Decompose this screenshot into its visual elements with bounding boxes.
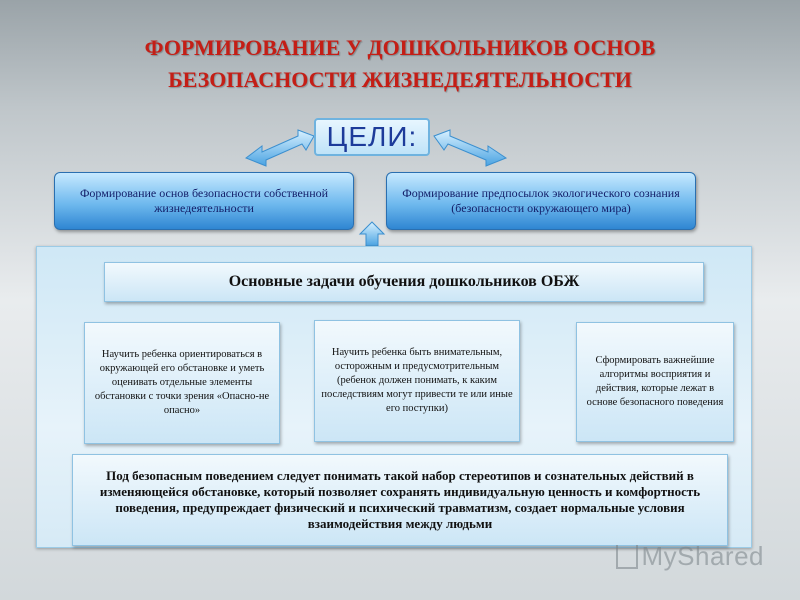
goal-text-1: Формирование основ безопасности собственной жизнедеятельности [79, 186, 329, 215]
bar-chart-icon [616, 545, 638, 569]
goals-label: ЦЕЛИ: [326, 121, 418, 152]
definition-text: Под безопасным поведением следует понимать такой набор стереотипов и сознательных действий в изменяющейся обстановке, который позволяет сохранять индивидуальную ценность и комфортность поведения, предупреждает физический и психический травматизм, создает нормальные условия взаимодействия между людьми [99, 468, 701, 531]
task-box-3 [576, 322, 734, 442]
watermark-text: MyShared [641, 541, 764, 571]
title-line-1: ФОРМИРОВАНИЕ У ДОШКОЛЬНИКОВ ОСНОВ [144, 35, 656, 60]
watermark [616, 541, 765, 572]
goals-label-box [314, 118, 430, 156]
tasks-title-box [104, 262, 704, 302]
tasks-title: Основные задачи обучения дошкольников ОБЖ [228, 273, 580, 290]
title-line-2: БЕЗОПАСНОСТИ ЖИЗНЕДЕЯТЕЛЬНОСТИ [168, 67, 632, 92]
task-text-2: Научить ребенка быть внимательным, осторожным и предусмотрительным (ребенок должен понимать, к каким последствиям могут привести те или иные его поступки) [321, 347, 513, 414]
task-text-1: Научить ребенка ориентироваться в окружающей его обстановке и уметь оценивать отдельные элементы обстановки с точки зрения «Опасно-не опасно» [94, 349, 270, 416]
left-double-arrow [246, 130, 314, 166]
goal-box-1 [54, 172, 354, 230]
goal-box-2 [386, 172, 696, 230]
task-text-3: Сформировать важнейшие алгоритмы восприятия и действия, которые лежат в основе безопасного поведения [586, 355, 724, 408]
task-box-1 [84, 322, 280, 444]
right-double-arrow [434, 130, 506, 166]
up-arrow [360, 222, 384, 246]
goal-text-2: Формирование предпосылок экологического сознания (безопасности окружающего мира) [402, 186, 680, 215]
definition-box [72, 454, 728, 546]
task-box-2 [314, 320, 520, 442]
